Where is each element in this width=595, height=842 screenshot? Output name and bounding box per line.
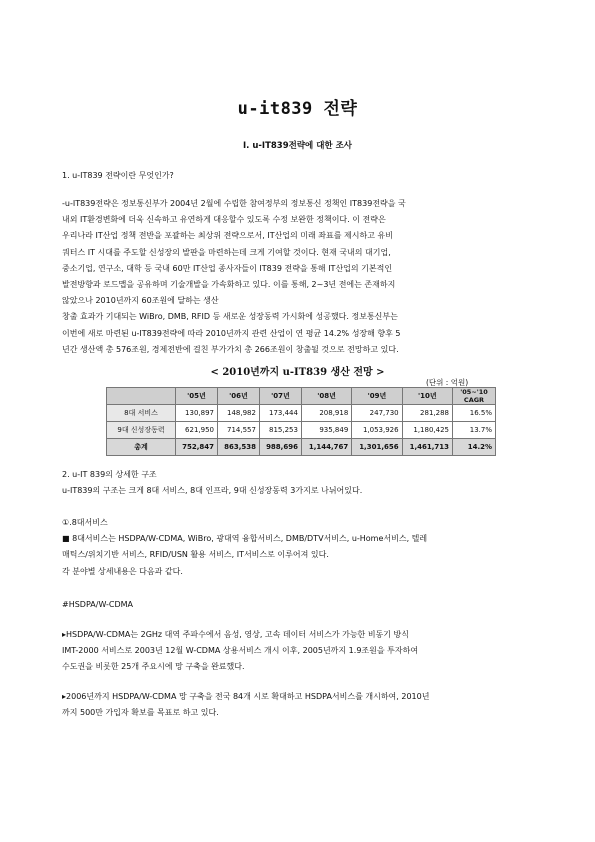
paragraph-line: 않았으나 2010년까지 60조원에 달하는 생산: [62, 296, 219, 306]
paragraph-line: 각 분야별 상세내용은 다음과 같다.: [62, 566, 183, 576]
paragraph-line: 매틱스/위치기반 서비스, RFID/USN 활용 서비스, IT서비스로 이루어져 있다.: [62, 550, 329, 560]
paragraph-line: 내외 IT환경변화에 더욱 신속하고 유연하게 대응할수 있도록 수정 보완한 정책이다. 이 전략은: [62, 215, 386, 225]
row-label: 8대 서비스: [107, 405, 176, 422]
table-header-cell: '05년: [176, 388, 218, 405]
table-cell: 752,847: [176, 439, 218, 456]
table-row: [107, 422, 496, 439]
paragraph-line: 창출 효과가 기대되는 WiBro, DMB, RFID 등 새로운 성장동력 가시화에 성공했다. 정보통신부는: [62, 312, 398, 322]
table-unit: (단위 : 억원): [426, 378, 469, 387]
row-label: 9대 신성장동력: [107, 422, 176, 439]
paragraph-line: ▸HSDPA/W-CDMA는 2GHz 대역 주파수에서 음성, 영상, 고속 데이터 서비스가 가능한 비동기 방식: [62, 630, 410, 639]
services-heading: ①.8대서비스: [62, 518, 108, 527]
production-forecast-table: [106, 387, 496, 456]
table-cell: 247,730: [352, 405, 402, 422]
table-title: < 2010년까지 u-IT839 생산 전망 >: [210, 367, 385, 378]
table-cell: 988,696: [259, 439, 301, 456]
row-label: 총계: [107, 439, 176, 456]
table-cell: 13.7%: [453, 422, 496, 439]
table-cell: 714,557: [217, 422, 259, 439]
table-cell: 16.5%: [453, 405, 496, 422]
paragraph-line: ■ 8대서비스는 HSDPA/W-CDMA, WiBro, 광대역 융합서비스, DMB/DTV서비스, u-Home서비스, 텔레: [62, 534, 428, 544]
paragraph-line: 중소기업, 연구소, 대학 등 국내 60만 IT산업 종사자들이 IT839 전략을 통해 IT산업의 기본적인: [62, 263, 393, 273]
question-2-heading: 2. u-IT 839의 상세한 구조: [62, 470, 157, 479]
hsdpa-bullet-1: [62, 627, 536, 676]
table-cell: 1,180,425: [402, 422, 452, 439]
table-header-cell: '09년: [352, 388, 402, 405]
hsdpa-heading: #HSDPA/W-CDMA: [62, 600, 134, 609]
table-cell: 815,253: [259, 422, 301, 439]
question-1-paragraph: [62, 196, 536, 358]
paragraph-line: IMT-2000 서비스로 2003년 12월 W-CDMA 상용서비스 개시 이후, 2005년까지 1.9조원을 투자하여: [62, 646, 419, 656]
page-title: u-it839 전략: [237, 99, 358, 119]
table-header-row: [107, 388, 496, 405]
table-header-cell: '06년: [217, 388, 259, 405]
table-header-cell: '05~'10 CAGR: [453, 388, 496, 405]
table-cell: 130,897: [176, 405, 218, 422]
hsdpa-bullet-2: [62, 689, 536, 721]
table-cell: 863,538: [217, 439, 259, 456]
table-cell: 148,982: [217, 405, 259, 422]
question-2-text: u-IT839의 구조는 크게 8대 서비스, 8대 인프라, 9대 신성장동력 3가지로 나뉘어있다.: [62, 486, 363, 496]
paragraph-line: -u-IT839전략은 정보통신부가 2004년 2월에 수립한 참여정부의 정보통신 정책인 IT839전략을 국: [62, 199, 406, 208]
table-cell: 621,950: [176, 422, 218, 439]
table-row: [107, 405, 496, 422]
paragraph-line: 쿼터스 IT 시대를 주도할 신성장의 발판을 마련하는데 크게 기여할 것이다. 현재 국내의 대기업,: [62, 247, 391, 257]
table-header-cell: [107, 388, 176, 405]
table-cell: 1,461,713: [402, 439, 452, 456]
paragraph-line: 년간 생산액 총 576조원, 경제전반에 걸친 부가가치 총 266조원이 창출될 것으로 전망하고 있다.: [62, 344, 399, 354]
paragraph-line: 이번에 새로 마련된 u-IT839전략에 따라 2010년까지 관련 산업이 연 평균 14.2% 성장해 향후 5: [62, 328, 401, 338]
paragraph-line: ▸2006년까지 HSDPA/W-CDMA 망 구축을 전국 84개 시로 확대하고 HSDPA서비스를 개시하여, 2010년: [62, 692, 430, 701]
services-block: [62, 515, 536, 580]
table-cell: 1,053,926: [352, 422, 402, 439]
question-1-heading: 1. u-IT839 전략이란 무엇인가?: [62, 171, 174, 180]
paragraph-line: 발전방향과 로드맵을 공유하며 기술개발을 가속화하고 있다. 이를 통해, 2~3년 전에는 존재하지: [62, 280, 396, 290]
section-heading: Ⅰ. u-IT839전략에 대한 조사: [242, 141, 353, 151]
paragraph-line: 수도권을 비롯한 25개 주요시에 망 구축을 완료했다.: [62, 662, 245, 672]
table-cell: 935,849: [301, 422, 351, 439]
table-cell: 14.2%: [453, 439, 496, 456]
table-cell: 173,444: [259, 405, 301, 422]
table-cell: 1,144,767: [301, 439, 351, 456]
table-cell: 281,288: [402, 405, 452, 422]
table-header-cell: '10년: [402, 388, 452, 405]
table-cell: 1,301,656: [352, 439, 402, 456]
table-header-cell: '07년: [259, 388, 301, 405]
table-row-total: [107, 439, 496, 456]
table-header-cell: '08년: [301, 388, 351, 405]
table-cell: 208,918: [301, 405, 351, 422]
question-2-block: [62, 467, 536, 499]
paragraph-line: 우리나라 IT산업 정책 전반을 포괄하는 최상위 전략으로서, IT산업의 미래 좌표를 제시하고 유비: [62, 231, 393, 241]
paragraph-line: 까지 500만 가입자 확보를 목표로 하고 있다.: [62, 708, 219, 718]
